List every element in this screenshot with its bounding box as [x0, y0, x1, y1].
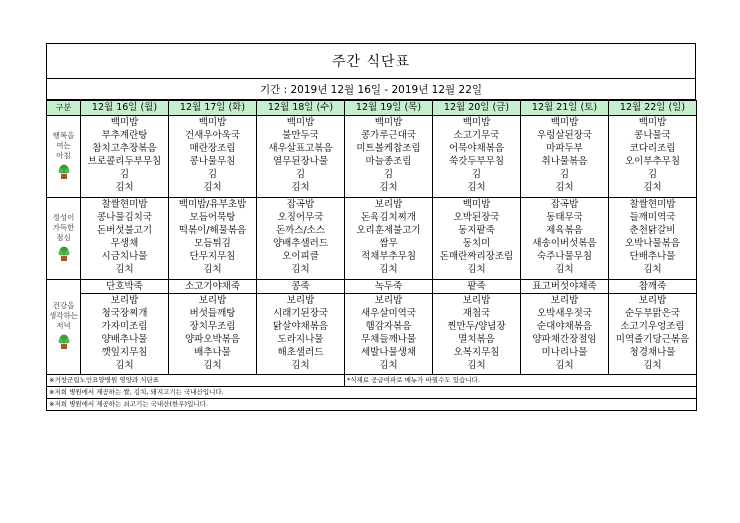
dish-item: 김	[559, 169, 570, 180]
dish-item: 김	[383, 169, 394, 180]
dish-item: 멸치볶음	[458, 334, 495, 345]
porridge-cell: 팥죽	[433, 280, 521, 294]
dish-item: 청국장찌개	[101, 308, 148, 319]
dish-item: 찐만두/양념장	[447, 321, 506, 332]
dish-item: 찰쌀현미밥	[101, 199, 148, 210]
period-bar	[46, 79, 696, 100]
dish-item: 무생채	[110, 238, 139, 249]
note-origin-beef: ※저희 병원에서 제공하는 쇠고기는 국내산(한우)입니다.	[47, 399, 697, 411]
dish-item: 시금치나물	[101, 251, 148, 262]
potted-plant-icon	[57, 334, 71, 350]
day-meal-cell	[609, 116, 697, 198]
dish-item: 김	[207, 169, 218, 180]
dish-item: 적채부추무침	[360, 251, 417, 262]
dish-item: 보리밥	[374, 295, 403, 306]
dish-item: 김치	[291, 360, 310, 371]
dish-item: 소고기무국	[453, 130, 500, 141]
period-text: 기간 : 2019년 12월 16일 - 2019년 12월 22일	[259, 83, 483, 96]
dish-item: 백미밥	[462, 199, 491, 210]
meal-label-line: 저녁	[56, 321, 71, 330]
meal-label-line: 행복을	[52, 130, 75, 140]
porridge-cell: 단호박죽	[81, 280, 169, 294]
dish-item: 부추계란탕	[101, 130, 148, 141]
porridge-cell: 소고기야채죽	[169, 280, 257, 294]
title-text: 주간 식단표	[331, 54, 411, 70]
dish-item: 김치	[467, 360, 486, 371]
dish-item: 김치	[203, 182, 222, 193]
dish-item: 오이피클	[282, 251, 319, 262]
dish-item: 건새우아욱국	[184, 130, 241, 141]
day-meal-cell	[521, 198, 609, 280]
porridge-cell: 콩죽	[257, 280, 345, 294]
day-header: 12월 22일 (일)	[609, 101, 697, 116]
menu-table	[46, 100, 697, 411]
note-supply: *식재료 공급여파로 메뉴가 바뀔수도 있습니다.	[345, 375, 697, 387]
meal-label-line: 점심	[56, 232, 71, 242]
dish-item: 모듬어묵탕	[189, 212, 236, 223]
dish-item: 김치	[203, 264, 222, 275]
dish-item: 김	[295, 169, 306, 180]
dish-item: 김치	[555, 360, 574, 371]
dish-item: 들깨미역국	[629, 212, 676, 223]
day-header: 12월 20일 (금)	[433, 101, 521, 116]
dish-item: 배추나물	[194, 347, 231, 358]
dish-item: 양배추나물	[101, 334, 148, 345]
dish-item: 취나물볶음	[541, 156, 588, 167]
dish-item: 돈매란짜리장조림	[439, 251, 514, 262]
day-meal-cell	[257, 198, 345, 280]
dish-item: 김치	[291, 182, 310, 193]
dish-item: 불만두국	[282, 130, 319, 141]
dish-item: 미나리나물	[541, 347, 588, 358]
day-meal-cell	[433, 294, 521, 375]
dish-item: 해초샐러드	[277, 347, 324, 358]
day-meal-cell	[169, 198, 257, 280]
dish-item: 김치	[643, 360, 662, 371]
dish-item: 김치	[203, 360, 222, 371]
dish-item: 돈까스/소스	[275, 225, 326, 236]
porridge-cell: 녹두죽	[345, 280, 433, 294]
dish-item: 쌈무	[379, 238, 398, 249]
dish-item: 닭살야채볶음	[272, 321, 329, 332]
dish-item: 코다리조림	[629, 143, 676, 154]
potted-plant-icon	[57, 246, 71, 262]
day-header-row	[47, 101, 697, 116]
dish-item: 보리밥	[110, 295, 139, 306]
dish-item: 세발나물생채	[360, 347, 417, 358]
dish-item: 오박된장국	[453, 212, 500, 223]
dish-item: 오박나물볶음	[624, 238, 681, 249]
dish-item: 마파두부	[546, 143, 583, 154]
corner-label: 구분	[47, 101, 81, 116]
dish-item: 순두부맑은국	[624, 308, 681, 319]
dish-item: 양파채간장절임	[532, 334, 597, 345]
dish-item: 양파오박볶음	[184, 334, 241, 345]
plant-icon-wrap	[57, 246, 71, 265]
dish-item: 매란장조림	[189, 143, 236, 154]
dish-item: 소고기우엉조림	[620, 321, 685, 332]
dish-item: 마늘종조림	[365, 156, 412, 167]
meal-label-cell	[47, 116, 81, 198]
dish-item: 버섯들깨탕	[189, 308, 236, 319]
dish-item: 오박새우젓국	[536, 308, 593, 319]
dish-item: 오이부추무침	[624, 156, 681, 167]
dish-item: 김치	[467, 182, 486, 193]
dish-item: 오복지무침	[453, 347, 500, 358]
dish-item: 어묵야채볶음	[448, 143, 505, 154]
day-header: 12월 21일 (토)	[521, 101, 609, 116]
dish-item: 깻잎지무침	[101, 347, 148, 358]
dish-item: 콩나물김치국	[96, 212, 153, 223]
day-meal-cell	[521, 294, 609, 375]
dish-item: 김치	[555, 182, 574, 193]
dish-item: 보리밥	[462, 295, 491, 306]
meal-label-line: 가득한	[52, 222, 75, 232]
day-meal-cell	[169, 116, 257, 198]
dish-item: 백미밥	[286, 117, 315, 128]
plant-icon-wrap	[57, 164, 71, 183]
dish-item: 새우살표고볶음	[268, 143, 333, 154]
meal-label-line: 아침	[56, 150, 71, 160]
day-meal-cell	[345, 116, 433, 198]
dish-item: 콩나물국	[634, 130, 671, 141]
dish-item: 숙주나물무침	[536, 251, 593, 262]
dish-item: 브로콜리두부무침	[87, 156, 162, 167]
dish-item: 김치	[643, 182, 662, 193]
dish-item: 동지팥죽	[458, 225, 495, 236]
day-header: 12월 16일 (월)	[81, 101, 169, 116]
note-hospital: ※거창군립노인요양병원 영양과 식단표	[47, 375, 345, 387]
dish-item: 제육볶음	[546, 225, 583, 236]
day-meal-cell	[257, 116, 345, 198]
dish-item: 순대야채볶음	[536, 321, 593, 332]
dish-item: 무채들깨나물	[360, 334, 417, 345]
dish-item: 동태무국	[546, 212, 583, 223]
porridge-side-cell	[47, 280, 81, 375]
dish-item: 오리훈제불고기	[356, 225, 421, 236]
day-meal-cell	[81, 294, 169, 375]
dish-item: 김치	[379, 360, 398, 371]
dish-item: 김치	[643, 264, 662, 275]
dish-item: 보리밥	[374, 199, 403, 210]
dish-item: 춘천닭갈비	[629, 225, 676, 236]
dish-item: 김치	[467, 264, 486, 275]
notes-row	[47, 399, 697, 411]
day-header: 12월 18일 (수)	[257, 101, 345, 116]
dish-item: 미역줄기당근볶음	[615, 334, 690, 345]
dish-item: 양배추샐러드	[272, 238, 329, 249]
meal-label-line: 건강을	[52, 301, 75, 310]
dish-item: 백미밥	[638, 117, 667, 128]
dish-item: 콩나물무침	[189, 156, 236, 167]
dish-item: 열무된장나물	[272, 156, 329, 167]
dish-item: 찰쌀현미밥	[629, 199, 676, 210]
notes-row	[47, 387, 697, 399]
dish-item: 김치	[555, 264, 574, 275]
dish-item: 김치	[115, 360, 134, 371]
dish-item: 백미밥	[374, 117, 403, 128]
dish-item: 보리밥	[550, 295, 579, 306]
dish-item: 김	[119, 169, 130, 180]
day-meal-cell	[433, 116, 521, 198]
dish-item: 우렁살된장국	[536, 130, 593, 141]
dish-item: 백미밥	[110, 117, 139, 128]
porridge-cell: 참깨죽	[609, 280, 697, 294]
dish-item: 김치	[379, 182, 398, 193]
dish-item: 새송이버섯볶음	[532, 238, 597, 249]
dish-item: 동치미	[462, 238, 491, 249]
porridge-cell: 표고버섯야채죽	[521, 280, 609, 294]
meal-label-line: 여는	[56, 140, 71, 150]
dish-item: 보리밥	[198, 295, 227, 306]
dish-item: 오징어무국	[277, 212, 324, 223]
dish-item: 보리밥	[638, 295, 667, 306]
dish-item: 단배추나물	[629, 251, 676, 262]
plant-icon-wrap	[57, 334, 71, 353]
day-meal-cell	[81, 116, 169, 198]
dish-item: 쑥갓두부무침	[448, 156, 505, 167]
day-meal-cell	[257, 294, 345, 375]
dish-item: 김치	[115, 264, 134, 275]
page-title	[46, 43, 696, 79]
day-header: 12월 17일 (화)	[169, 101, 257, 116]
dish-item: 돈육김치찌개	[360, 212, 417, 223]
meal-label-cell	[47, 198, 81, 280]
day-header: 12월 19일 (목)	[345, 101, 433, 116]
dinner-row	[47, 294, 697, 375]
meal-section-row	[47, 198, 697, 280]
dish-item: 모듬튀김	[194, 238, 231, 249]
day-meal-cell	[169, 294, 257, 375]
dish-item: 김치	[291, 264, 310, 275]
dish-item: 미트볼케찹조림	[356, 143, 421, 154]
meal-label-line: 정성이	[52, 212, 75, 222]
dish-item: 잡곡밥	[550, 199, 579, 210]
day-meal-cell	[521, 116, 609, 198]
dish-item: 잡곡밥	[286, 199, 315, 210]
dish-item: 김치	[379, 264, 398, 275]
menu-sheet	[46, 43, 696, 411]
day-meal-cell	[81, 198, 169, 280]
dish-item: 장치무조림	[189, 321, 236, 332]
dish-item: 단무지무침	[189, 251, 236, 262]
dish-item: 콩가루근대국	[360, 130, 417, 141]
dish-item: 돈버섯불고기	[96, 225, 153, 236]
day-meal-cell	[609, 198, 697, 280]
dish-item: 새우살미역국	[360, 308, 417, 319]
day-meal-cell	[345, 198, 433, 280]
dish-item: 백미밥	[462, 117, 491, 128]
meal-label-line: 생각하는	[49, 311, 78, 320]
dish-item: 시래기된장국	[272, 308, 329, 319]
day-meal-cell	[433, 198, 521, 280]
dish-item: 백미밥/유부초밥	[178, 199, 247, 210]
dish-item: 김	[471, 169, 482, 180]
note-origin-rice: ※저희 병원에서 제공하는 쌀, 김치, 돼지고기는 국내산입니다.	[47, 387, 697, 399]
day-meal-cell	[609, 294, 697, 375]
dish-item: 백미밥	[550, 117, 579, 128]
porridge-row	[47, 280, 697, 294]
notes-row	[47, 375, 697, 387]
dish-item: 도라지나물	[277, 334, 324, 345]
dish-item: 재첩국	[462, 308, 491, 319]
dish-item: 참치고추장볶음	[92, 143, 157, 154]
dish-item: 햄감자볶음	[365, 321, 412, 332]
dish-item: 김	[647, 169, 658, 180]
dish-item: 가자미조림	[101, 321, 148, 332]
meal-section-row	[47, 116, 697, 198]
day-meal-cell	[345, 294, 433, 375]
dish-item: 김치	[115, 182, 134, 193]
dish-item: 백미밥	[198, 117, 227, 128]
dish-item: 보리밥	[286, 295, 315, 306]
potted-plant-icon	[57, 164, 71, 180]
dish-item: 청경채나물	[629, 347, 676, 358]
dish-item: 떡볶이/해물볶음	[178, 225, 247, 236]
